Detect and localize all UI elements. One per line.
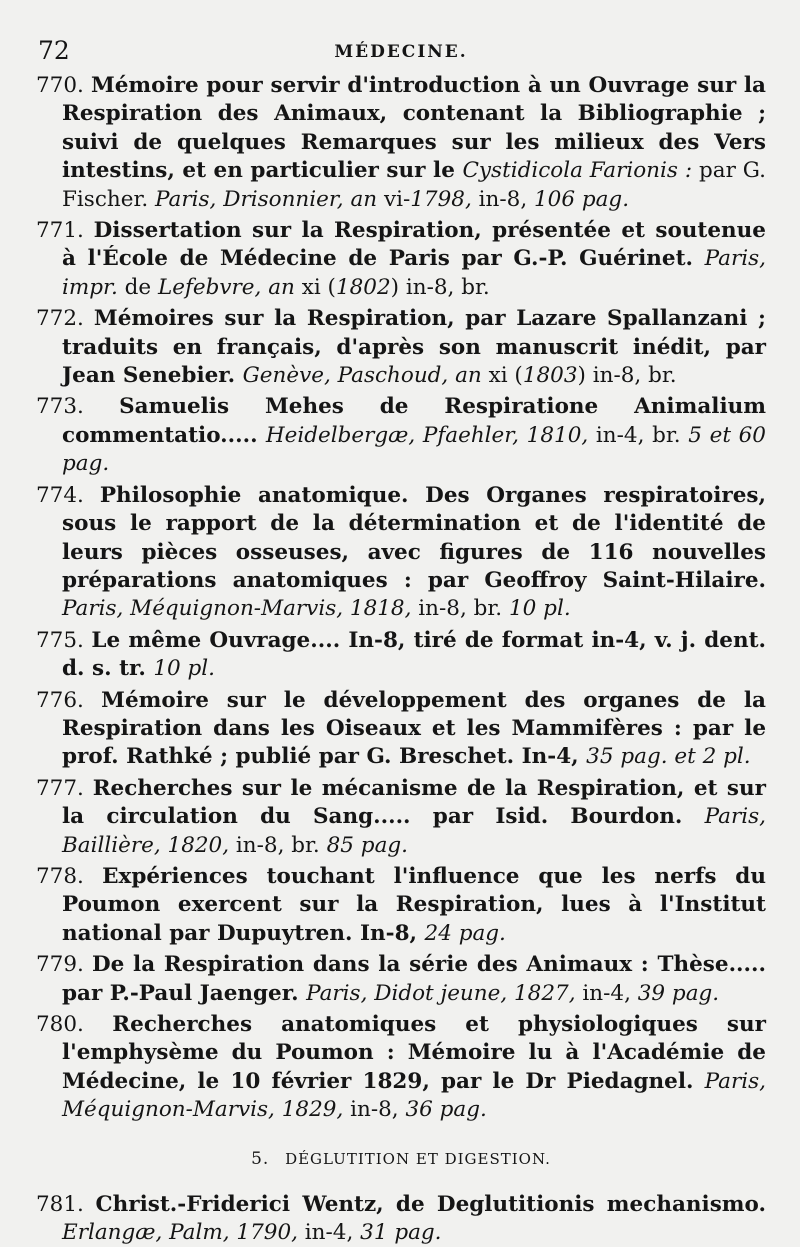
entry-imprint: Paris, Didot jeune, 1827, <box>306 980 576 1006</box>
entry-number: 778. <box>36 863 103 889</box>
entry-imprint: Lefebvre, an <box>157 274 295 300</box>
entry-text: xi ( <box>294 274 336 300</box>
entry-imprint: Paris, Méquignon-Marvis, 1818, <box>62 596 412 622</box>
section-number: 5. <box>251 1148 270 1169</box>
entry-imprint: Paris, Drisonnier, an <box>155 186 378 212</box>
entry-imprint: Genève, Paschoud, an <box>242 363 482 389</box>
entry-imprint: 85 pag. <box>326 832 408 858</box>
entry-imprint: Paris, impr. <box>62 246 766 300</box>
entry-title: Mémoire pour servir d'introduction à un Ouvrage sur la Respiration des Animaux, contenant la Bibliographie ; suivi de quelques Remarques sur les milieux des Vers intestins, et en particulier sur le <box>62 73 766 184</box>
entry-title: Mémoires sur la Respiration, par Lazare Spallanzani ; traduits en français, d'après son manuscrit inédit, par Jean Senebier. <box>62 306 766 389</box>
entry-title: Recherches anatomiques et physiologiques sur l'emphysème du Poumon : Mémoire lu à l'Académie de Médecine, le 10 février 1829, par le Dr Piedagnel. <box>62 1012 766 1094</box>
entry-imprint: 1803 <box>522 363 578 389</box>
entry-text: in-8, br. <box>411 596 509 622</box>
bibliography-entry <box>36 1011 766 1125</box>
entry-number: 776. <box>36 687 102 713</box>
entry-title: De la Respiration dans la série des Animaux : Thèse..... par P.-Paul Jaenger. <box>62 952 766 1006</box>
entry-list <box>36 72 766 1125</box>
entry-title: Dissertation sur la Respiration, présentée et soutenue à l'École de Médecine de Paris par G.-P. Guérinet. <box>62 218 766 272</box>
entry-title: Samuelis Mehes de Respiratione Animalium commentatio..... <box>62 394 766 448</box>
entry-imprint: 106 pag. <box>533 186 630 212</box>
entry-imprint: Erlangæ, Palm, 1790, <box>62 1220 298 1246</box>
entry-text: ) in-8, br. <box>390 274 490 300</box>
entry-imprint: 24 pag. <box>424 920 506 946</box>
entry-text: xi ( <box>481 363 523 389</box>
entry-text: vi- <box>377 186 411 212</box>
entry-text: in-4, br. <box>588 422 689 448</box>
entry-number: 775. <box>36 627 92 653</box>
entry-imprint: Heidelbergæ, Pfaehler, 1810, <box>265 422 589 448</box>
running-title: MÉDECINE. <box>334 42 468 62</box>
entry-text: in-8, br. <box>229 832 327 858</box>
entry-list-2 <box>36 1191 766 1247</box>
entry-number: 780. <box>36 1012 113 1037</box>
entry-number: 771. <box>36 218 94 244</box>
entry-text: in-8, <box>343 1097 406 1123</box>
entry-imprint: 35 pag. et 2 pl. <box>586 744 751 770</box>
entry-text: par G. Fischer. <box>62 158 766 212</box>
section-heading <box>36 1149 766 1169</box>
entry-imprint: 10 pl. <box>508 596 571 622</box>
bibliography-entry <box>36 951 766 1008</box>
entry-imprint: Paris, Baillière, 1820, <box>62 804 766 858</box>
entry-number: 779. <box>36 952 92 978</box>
entry-imprint: 10 pl. <box>153 656 216 682</box>
entry-text: in-8, <box>471 186 534 212</box>
bibliography-entry <box>36 775 766 860</box>
bibliography-entry <box>36 863 766 948</box>
bibliography-entry <box>36 393 766 478</box>
entry-title: Christ.-Friderici Wentz, de Deglutitionis mechanismo. <box>95 1191 766 1217</box>
entry-number: 774. <box>36 482 100 508</box>
entry-number: 770. <box>36 73 91 98</box>
entry-imprint: Cystidicola Farionis : <box>462 158 693 184</box>
section-title: DÉGLUTITION ET DIGESTION. <box>285 1149 551 1168</box>
bibliography-entry <box>36 305 766 390</box>
page-number: 72 <box>38 36 70 65</box>
entry-imprint: 5 et 60 pag. <box>62 422 766 477</box>
bibliography-entry <box>36 627 766 684</box>
entry-imprint: Paris, Méquignon-Marvis, 1829, <box>62 1068 766 1123</box>
entry-text: in-4, <box>297 1220 361 1246</box>
entry-text: de <box>117 274 158 300</box>
entry-imprint: 1802 <box>335 274 391 300</box>
entry-number: 773. <box>36 394 120 420</box>
entry-number: 772. <box>36 306 94 332</box>
bibliography-entry <box>36 687 766 772</box>
entry-title: Philosophie anatomique. Des Organes respiratoires, sous le rapport de la détermination et de l'identité de leurs pièces osseuses, avec figures de 116 nouvelles préparations anatomiques : par Geoffroy Saint-Hilaire. <box>62 482 766 593</box>
entry-imprint: 31 pag. <box>360 1220 442 1246</box>
entry-number: 777. <box>36 775 93 801</box>
entry-text: in-4, <box>575 980 638 1006</box>
bibliography-entry <box>36 217 766 302</box>
page-header <box>36 34 766 72</box>
entry-imprint: 39 pag. <box>637 980 720 1006</box>
entry-imprint: 36 pag. <box>405 1097 487 1123</box>
entry-imprint: 1798, <box>410 186 472 212</box>
bibliography-entry <box>36 1191 766 1247</box>
entry-title: Le même Ouvrage.... In-8, tiré de format in-4, v. j. dent. d. s. tr. <box>62 627 766 682</box>
entry-title: Mémoire sur le développement des organes de la Respiration dans les Oiseaux et les Mammifères : par le prof. Rathké ; publié par G. Breschet. In-4, <box>62 687 766 770</box>
entry-number: 781. <box>36 1191 96 1217</box>
entry-title: Recherches sur le mécanisme de la Respiration, et sur la circulation du Sang..... par Isid. Bourdon. <box>62 775 766 830</box>
entry-text: ) in-8, br. <box>577 363 677 389</box>
bibliography-entry <box>36 482 766 624</box>
bibliography-entry <box>36 72 766 214</box>
entry-title: Expériences touchant l'influence que les nerfs du Poumon exercent sur la Respiration, lues à l'Institut national par Dupuytren. In-8, <box>62 863 766 946</box>
